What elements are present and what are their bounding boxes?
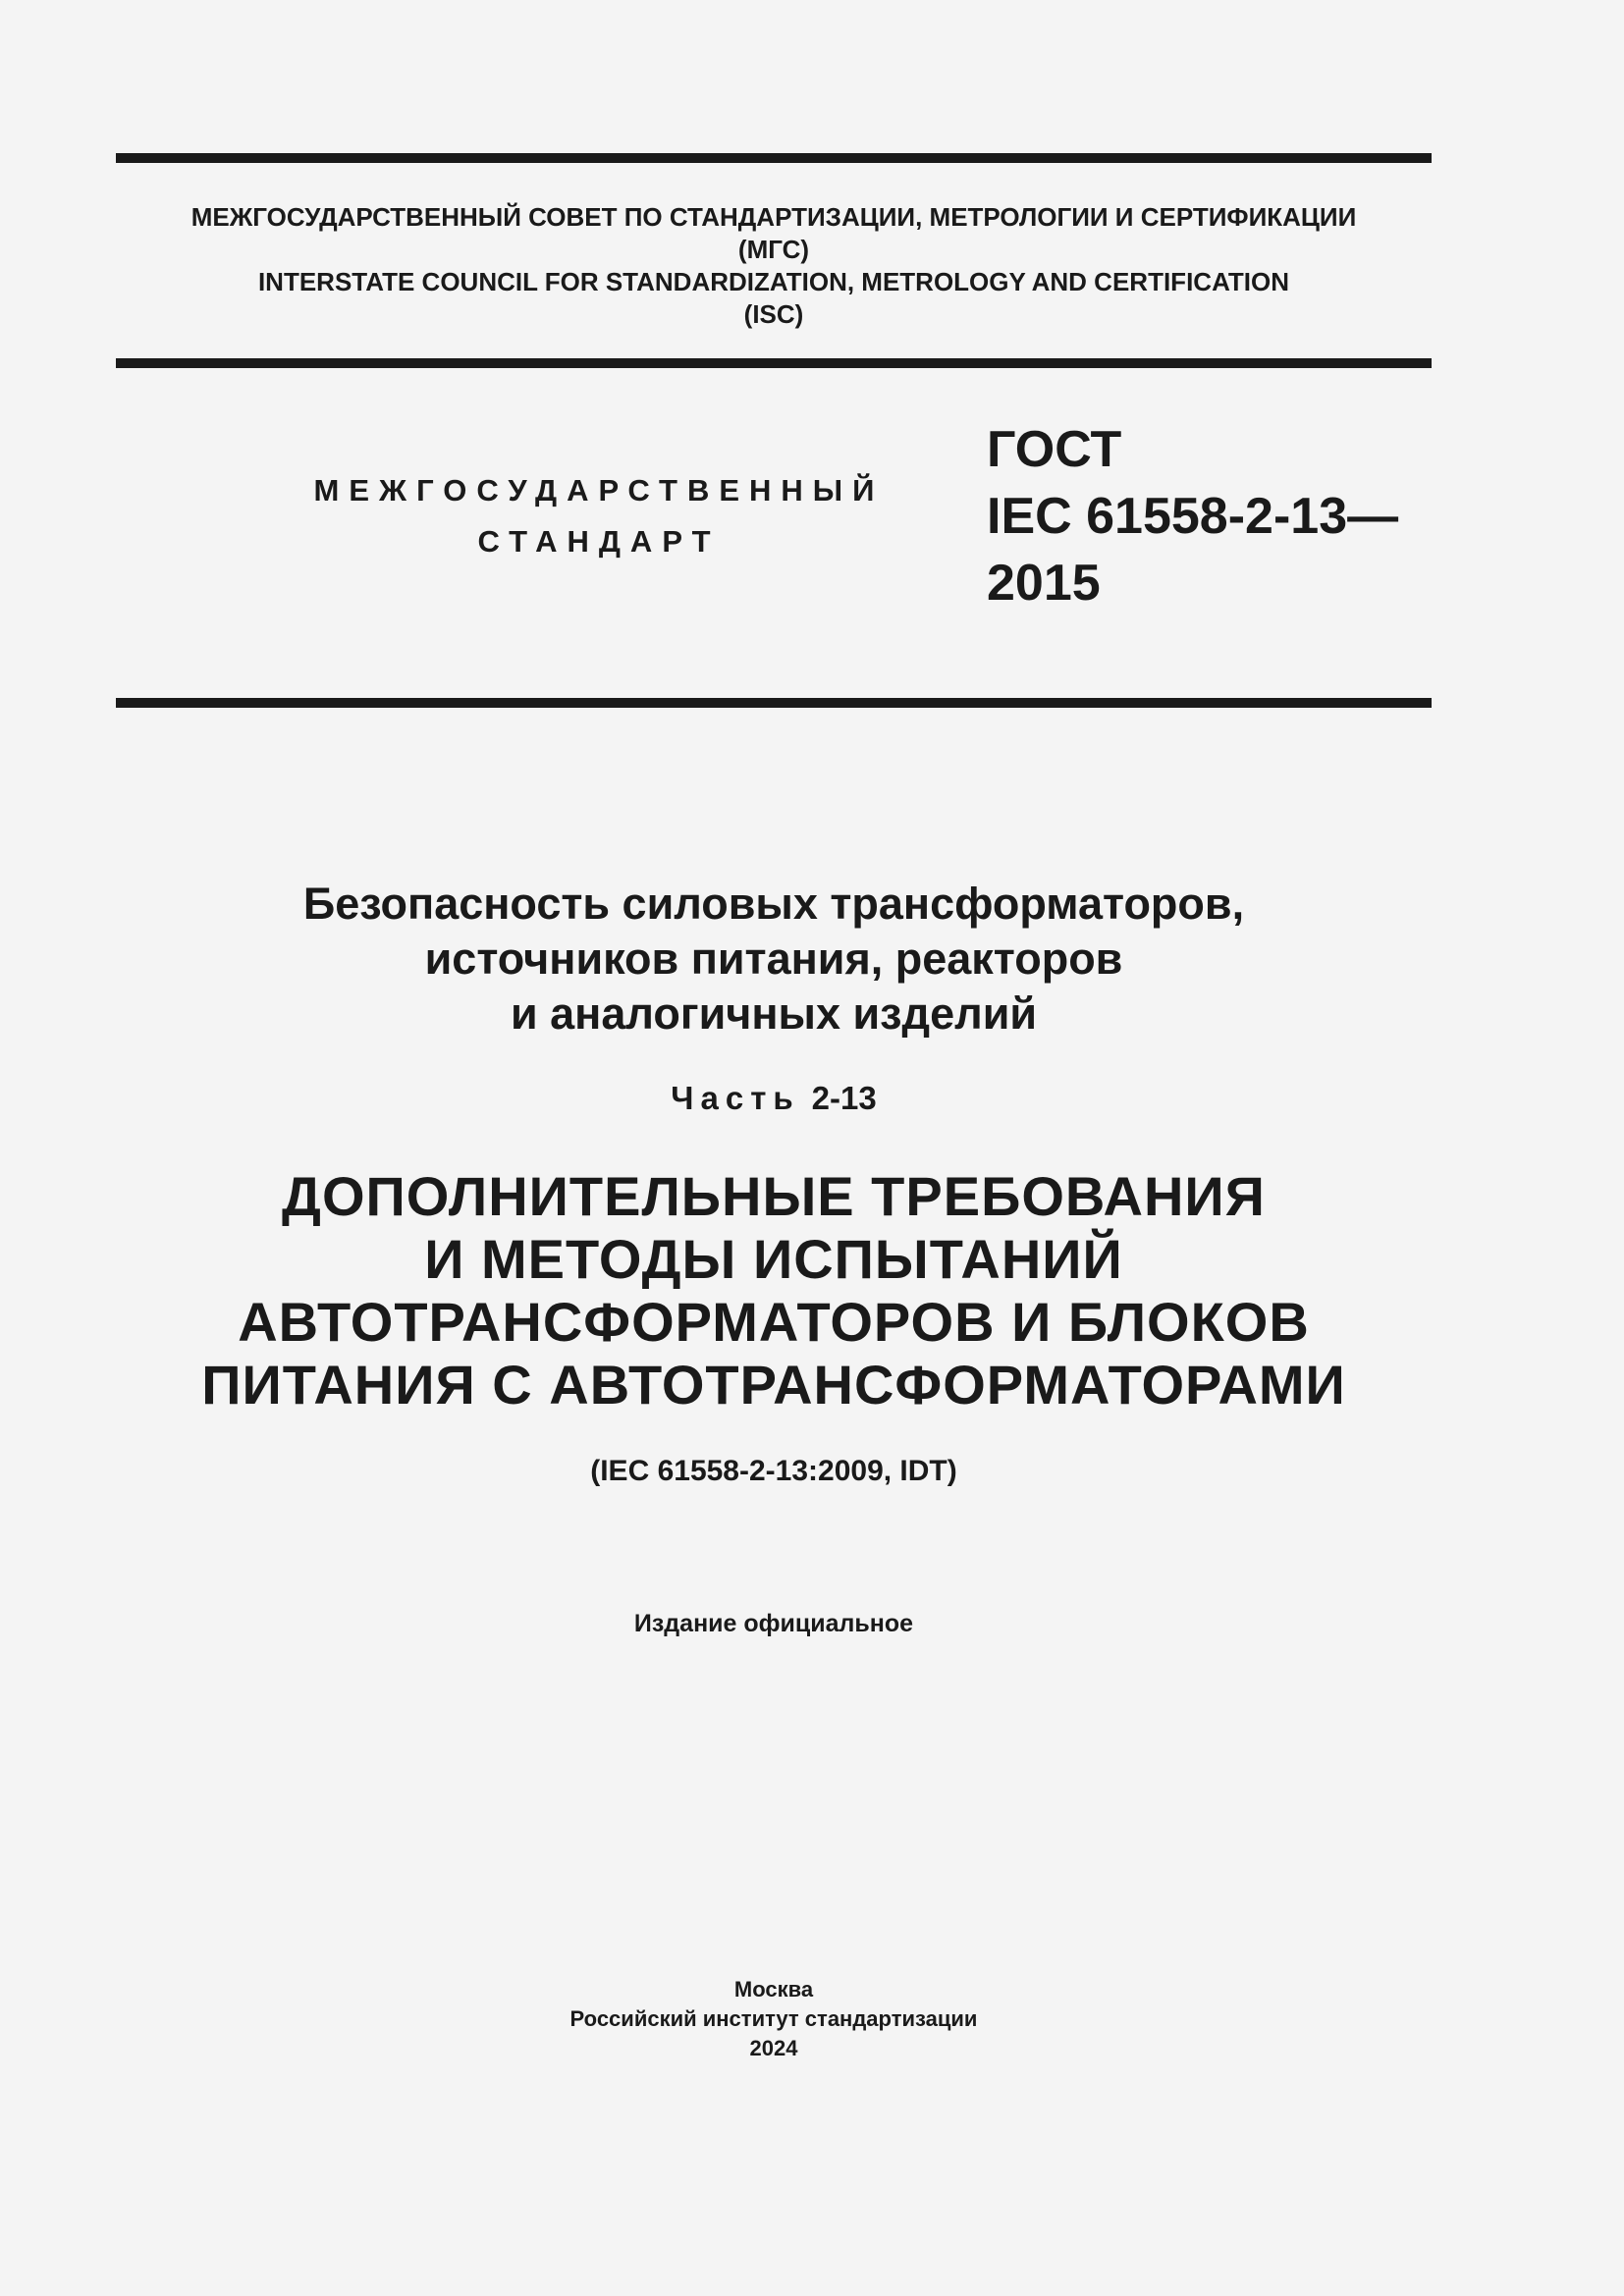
subtitle-line1: ДОПОЛНИТЕЛЬНЫЕ ТРЕБОВАНИЯ — [282, 1165, 1266, 1227]
council-name-en: INTERSTATE COUNCIL FOR STANDARDIZATION, METROLOGY AND CERTIFICATION — [257, 267, 1290, 296]
subtitle-line2: И МЕТОДЫ ИСПЫТАНИЙ — [424, 1228, 1123, 1290]
imprint-year: 2024 — [749, 2036, 798, 2060]
council-divider — [116, 358, 1432, 368]
subtitle-line3: АВТОТРАНСФОРМАТОРОВ И БЛОКОВ — [238, 1291, 1310, 1353]
standard-type-line2: СТАНДАРТ — [477, 524, 721, 559]
council-name-ru: МЕЖГОСУДАРСТВЕННЫЙ СОВЕТ ПО СТАНДАРТИЗАЦИИ, МЕТРОЛОГИИ И СЕРТИФИКАЦИИ — [190, 202, 1357, 232]
council-header — [116, 201, 1432, 331]
title-line3: и аналогичных изделий — [510, 988, 1038, 1039]
part-heading — [116, 1080, 1432, 1117]
imprint-city: Москва — [733, 1977, 814, 2002]
part-number: 2-13 — [811, 1080, 877, 1116]
document-subtitle — [116, 1165, 1432, 1416]
imprint-publisher: Российский институт стандартизации — [569, 2006, 978, 2031]
part-word: Часть — [671, 1080, 800, 1116]
subtitle-line4: ПИТАНИЯ С АВТОТРАНСФОРМАТОРАМИ — [201, 1354, 1346, 1415]
council-abbr-en: (ISC) — [743, 299, 804, 329]
designation-line2: IEC 61558-2-13— — [987, 488, 1399, 545]
designation-divider — [116, 698, 1432, 708]
document-title — [116, 877, 1432, 1041]
standard-designation — [987, 416, 1398, 616]
imprint — [116, 1975, 1432, 2063]
title-line2: источников питания, реакторов — [424, 934, 1123, 984]
iec-reference: (IEC 61558-2-13:2009, IDT) — [590, 1455, 957, 1487]
council-abbr-ru: (МГС) — [737, 235, 810, 264]
title-line1: Безопасность силовых трансформаторов, — [302, 879, 1245, 929]
edition-label: Издание официальное — [633, 1610, 914, 1637]
top-divider — [116, 153, 1432, 163]
designation-line3: 2015 — [987, 555, 1101, 612]
standard-type-line1: МЕЖГОСУДАРСТВЕННЫЙ — [313, 473, 885, 507]
designation-line1: ГОСТ — [987, 421, 1122, 478]
